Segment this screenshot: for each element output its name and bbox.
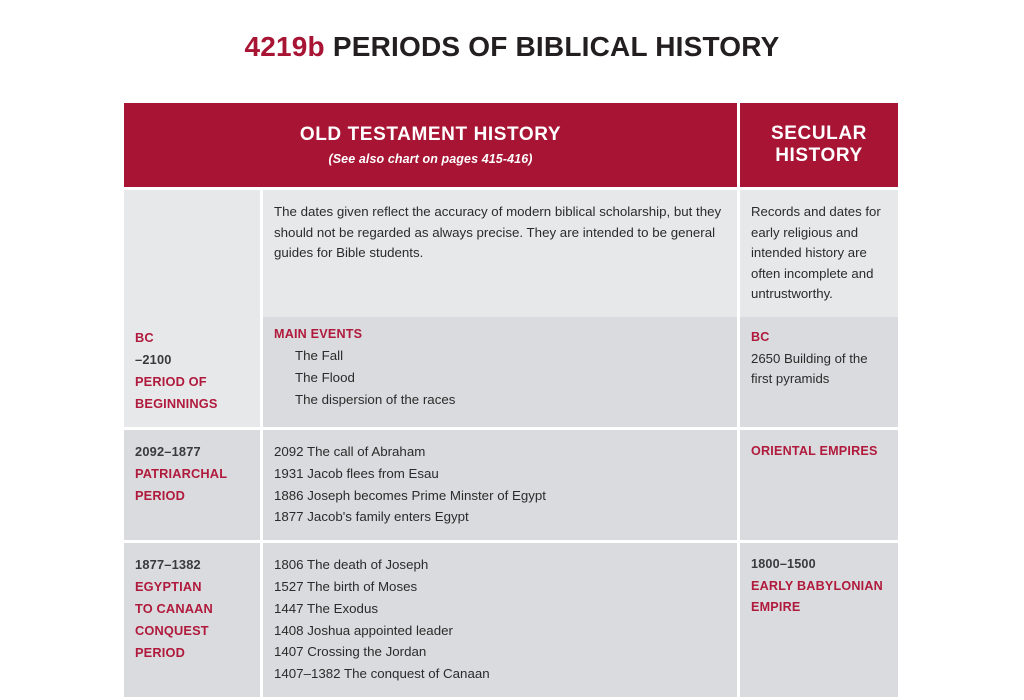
row-0-secular-body-line-2: first pyramids bbox=[751, 371, 830, 387]
row-2-years: 1877–1382 bbox=[135, 557, 201, 573]
row-2-secular-years: 1800–1500 bbox=[751, 557, 816, 572]
row-0-events-cell bbox=[263, 317, 737, 427]
list-item: 1886 Joseph becomes Prime Minster of Egypt bbox=[274, 487, 546, 503]
row-0-period-name-line-2: BEGINNINGS bbox=[135, 395, 218, 411]
table-note-row bbox=[124, 190, 898, 317]
row-2-events-cell bbox=[263, 543, 737, 697]
row-0-events-heading: MAIN EVENTS bbox=[274, 326, 363, 341]
row-2-period-name-line-3: CONQUEST PERIOD bbox=[135, 623, 209, 661]
row-2-period-cell bbox=[124, 543, 260, 697]
list-item: 1806 The death of Joseph bbox=[274, 557, 429, 573]
scholarship-note-text: The dates given reflect the accuracy of modern biblical scholarship, but they should not be regarded as always precise. They are intended to be general guides for Bible students. bbox=[274, 204, 722, 261]
row-2-secular-cell bbox=[740, 543, 898, 697]
row-0-secular-body-line-1: 2650 Building of the bbox=[751, 350, 868, 366]
note-row-period-cell bbox=[124, 190, 260, 317]
row-0-period-cell bbox=[124, 317, 260, 427]
row-0-period-label bbox=[135, 327, 249, 415]
row-2-events-list bbox=[274, 554, 726, 685]
table-header-row bbox=[124, 103, 898, 187]
note-row-scholarship-note bbox=[263, 190, 737, 317]
row-0-events-list bbox=[274, 345, 726, 410]
list-item: The Fall bbox=[295, 347, 344, 363]
list-item: 1877 Jacob's family enters Egypt bbox=[274, 509, 469, 525]
row-2-secular-name-line-1: EARLY BABYLONIAN bbox=[751, 578, 883, 593]
list-item: 1407 Crossing the Jordan bbox=[274, 644, 427, 660]
row-1-period-name-line-2: PERIOD bbox=[135, 487, 185, 503]
header-old-testament-subtitle: (See also chart on pages 415-416) bbox=[328, 151, 533, 166]
row-0-years: –2100 bbox=[135, 351, 172, 367]
row-0-era: BC bbox=[135, 329, 154, 345]
secular-note-text: Records and dates for early religious and intended history are often incomplete and untrustworthy. bbox=[751, 204, 881, 302]
row-2-period-label bbox=[135, 554, 249, 664]
row-2-secular-name-line-2: EMPIRE bbox=[751, 600, 801, 615]
table-row bbox=[124, 317, 898, 427]
list-item: The Flood bbox=[295, 369, 355, 385]
page-title bbox=[0, 0, 1024, 61]
row-1-period-label bbox=[135, 441, 249, 507]
list-item: 1408 Joshua appointed leader bbox=[274, 622, 453, 638]
row-1-period-cell bbox=[124, 430, 260, 540]
row-0-period-name-line-1: PERIOD OF bbox=[135, 373, 207, 389]
list-item: 2092 The call of Abraham bbox=[274, 443, 426, 459]
list-item: 1407–1382 The conquest of Canaan bbox=[274, 666, 490, 682]
table-row bbox=[124, 430, 898, 540]
row-0-secular-era: BC bbox=[751, 329, 770, 344]
row-1-events-cell bbox=[263, 430, 737, 540]
row-1-years: 2092–1877 bbox=[135, 443, 201, 459]
chart-number: 4219b bbox=[244, 31, 325, 62]
table-row bbox=[124, 543, 898, 697]
header-secular-history bbox=[740, 103, 898, 187]
row-1-secular-cell bbox=[740, 430, 898, 540]
list-item: 1447 The Exodus bbox=[274, 600, 378, 616]
header-old-testament-title: OLD TESTAMENT HISTORY bbox=[299, 124, 562, 146]
row-1-secular-era: ORIENTAL EMPIRES bbox=[751, 443, 878, 458]
row-2-period-name-line-2: TO CANAAN bbox=[135, 601, 213, 617]
header-secular-line-1: SECULAR bbox=[770, 123, 868, 145]
periods-of-biblical-history-table bbox=[124, 103, 898, 700]
note-row-secular-note bbox=[740, 190, 898, 317]
row-1-events-list bbox=[274, 441, 726, 528]
page-title-text: PERIODS OF BIBLICAL HISTORY bbox=[332, 31, 780, 62]
row-2-period-name-line-1: EGYPTIAN bbox=[135, 579, 202, 595]
row-1-period-name-line-1: PATRIARCHAL bbox=[135, 465, 228, 481]
row-2-secular-label bbox=[751, 554, 887, 619]
list-item: 1527 The birth of Moses bbox=[274, 578, 418, 594]
header-secular-line-2: HISTORY bbox=[775, 145, 863, 166]
list-item: 1931 Jacob flees from Esau bbox=[274, 465, 439, 481]
list-item: The dispersion of the races bbox=[295, 391, 456, 407]
row-0-secular-cell bbox=[740, 317, 898, 427]
header-old-testament-history bbox=[124, 103, 737, 187]
